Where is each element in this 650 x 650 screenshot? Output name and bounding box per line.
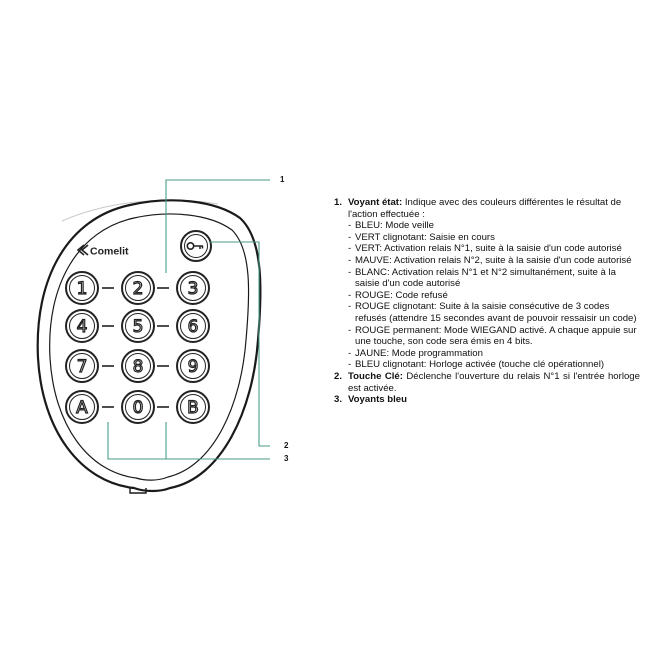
status-item: - BLEU clignotant: Horloge activée (touche clé opérationnel) [348,359,605,371]
keypad-button-label: 1 [76,279,88,299]
status-item: - ROUGE: Code refusé [348,289,448,301]
legend-number: 2. [334,370,343,382]
keypad-button-7[interactable] [66,350,98,382]
keypad-button-3[interactable] [177,272,209,304]
legend-title: Voyant état: [348,197,403,208]
legend-text: Indique avec des couleurs différentes le résultat de l'action effectuée : [348,197,622,220]
legend-entry-1 [334,197,640,371]
status-item: - MAUVE: Activation relais N°2, suite à la saisie d'un code autorisé [348,254,632,266]
legend-number: 3. [334,394,343,406]
keypad-button-label: 8 [132,357,144,377]
keypad-button-9[interactable] [177,350,209,382]
keypad-button-label: 4 [76,317,88,337]
key-button[interactable] [181,231,211,261]
legend-entry-2 [334,371,640,394]
keypad-button-label: 7 [76,357,88,377]
keypad-button-8[interactable] [122,350,154,382]
callout-label-3: 3 [284,454,289,463]
keypad-button-label: 6 [187,317,199,337]
legend-number: 1. [334,197,343,208]
legend-list [334,197,640,406]
keypad-button-b[interactable] [177,391,209,423]
status-item: - VERT: Activation relais N°1, suite à la saisie d'un code autorisé [348,243,622,255]
legend-panel [334,197,640,406]
legend-title: Voyants bleu [348,394,407,406]
brand-text: Comelit [90,245,129,258]
status-item: - BLANC: Activation relais N°1 et N°2 simultanément, suite à la saisie d'un code autorisé [348,266,616,290]
keypad-button-label: 0 [132,398,144,418]
callout-label-2: 2 [284,441,289,450]
keypad-button-4[interactable] [66,310,98,342]
keypad-button-6[interactable] [177,310,209,342]
keypad-button-5[interactable] [122,310,154,342]
keypad-button-0[interactable] [122,391,154,423]
legend-text: Déclenche l'ouverture du relais N°1 si l'entrée horloge est activée. [348,370,640,394]
keypad-button-label: 9 [187,357,199,377]
keypad-button-label: B [187,398,199,418]
keypad-button-a[interactable] [66,391,98,423]
status-item: - ROUGE permanent: Mode WIEGAND activé. A chaque appuie sur une touche, son code sera émis en 4 bits. [348,324,637,348]
status-list [348,220,640,371]
legend-entry-3 [334,394,640,406]
status-item: - ROUGE clignotant: Suite à la saisie consécutive de 3 codes refusés (attendre 15 secondes avant de pouvoir ressaisir un code) [348,301,637,324]
legend-description [348,394,640,406]
device-body [38,200,261,491]
legend-title: Touche Clé: [348,370,403,382]
keypad-button-label: A [76,398,88,418]
status-item: - VERT clignotant: Saisie en cours [348,231,495,243]
keypad-button-label: 5 [132,317,144,337]
keypad-button-label: 3 [187,279,199,299]
keypad-button-label: 2 [132,279,144,299]
callout-label-1: 1 [280,175,285,184]
keypad-button-2[interactable] [122,272,154,304]
legend-description [348,371,640,394]
keypad-button-1[interactable] [66,272,98,304]
status-item: - JAUNE: Mode programmation [348,347,483,359]
status-item: - BLEU: Mode veille [348,220,434,232]
legend-description [348,197,640,220]
